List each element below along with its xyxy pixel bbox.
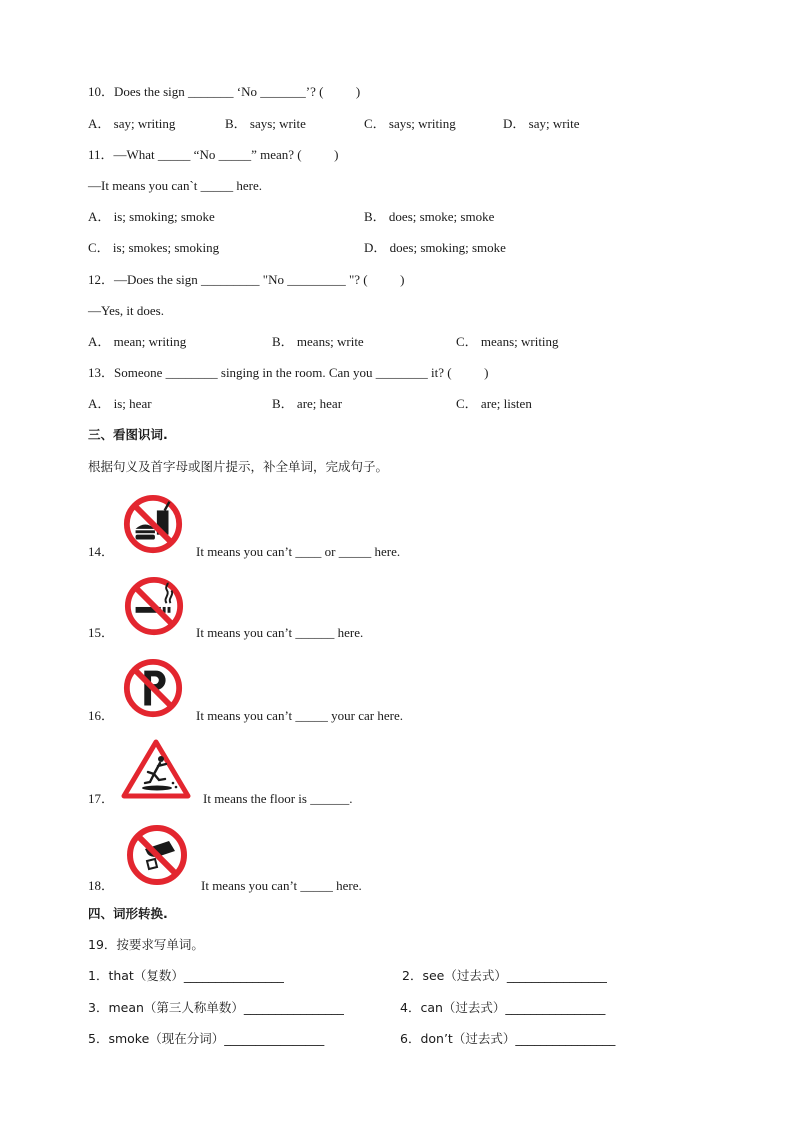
word-form-3: 3．mean（第三人称单数）________________	[88, 1000, 344, 1015]
q13-option-b: B． are; hear	[272, 396, 343, 411]
q12-reply: —Yes, it does.	[88, 303, 164, 318]
word-form-1: 1．that（复数）________________	[88, 968, 284, 983]
q10-option-b: B． says; write	[225, 116, 306, 131]
no-smoking-sign-icon	[123, 575, 185, 637]
q13-stem: 13．Someone ________ singing in the room. Can you ________ it? ( )	[88, 365, 489, 380]
section3-instruction: 根据句义及首字母或图片提示，补全单词，完成句子。	[88, 459, 389, 474]
q11-option-a: A． is; smoking; smoke	[88, 209, 215, 224]
q10-option-d: D． say; write	[503, 116, 580, 131]
q13-option-c: C． are; listen	[456, 396, 532, 411]
q11-stem: 11．—What _____ “No _____” mean? ( )	[88, 147, 339, 162]
q19-instruction: 19．按要求写单词。	[88, 937, 204, 952]
q13-option-a: A． is; hear	[88, 396, 152, 411]
q18-number: 18．	[88, 878, 115, 893]
q15-number: 15．	[88, 625, 115, 640]
no-food-drink-sign-icon	[121, 493, 185, 555]
q10-option-a: A． say; writing	[88, 116, 176, 131]
q14-number: 14．	[88, 544, 115, 559]
word-form-6: 6．don’t（过去式）________________	[400, 1031, 616, 1046]
q15-sentence: It means you can’t ______ here.	[196, 625, 364, 640]
q12-stem: 12．—Does the sign _________ "No _________ "? ( )	[88, 272, 405, 287]
q17-number: 17．	[88, 791, 115, 806]
word-form-4: 4．can（过去式）________________	[400, 1000, 606, 1015]
q12-option-a: A． mean; writing	[88, 334, 187, 349]
q17-sentence: It means the floor is ______.	[203, 791, 353, 806]
q18-sentence: It means you can’t _____ here.	[201, 878, 362, 893]
section4-title: 四、词形转换.	[88, 906, 168, 921]
q10-option-c: C． says; writing	[364, 116, 456, 131]
no-parking-sign-icon	[122, 657, 184, 719]
q14-sentence: It means you can’t ____ or _____ here.	[196, 544, 401, 559]
q12-option-b: B． means; write	[272, 334, 364, 349]
q16-sentence: It means you can’t _____ your car here.	[196, 708, 403, 723]
q11-option-d: D． does; smoking; smoke	[364, 240, 506, 255]
q16-number: 16．	[88, 708, 115, 723]
no-littering-sign-icon	[125, 823, 189, 887]
q12-option-c: C． means; writing	[456, 334, 559, 349]
q11-reply: —It means you can`t _____ here.	[88, 178, 263, 193]
word-form-2: 2．see（过去式）________________	[402, 968, 607, 983]
q10-stem: 10．Does the sign _______ ‘No _______’? ( )	[88, 84, 361, 99]
section3-title: 三、看图识词.	[88, 427, 168, 442]
wet-floor-warning-sign-icon	[121, 738, 191, 800]
word-form-5: 5．smoke（现在分词）________________	[88, 1031, 325, 1046]
q11-option-b: B． does; smoke; smoke	[364, 209, 495, 224]
q11-option-c: C． is; smokes; smoking	[88, 240, 220, 255]
